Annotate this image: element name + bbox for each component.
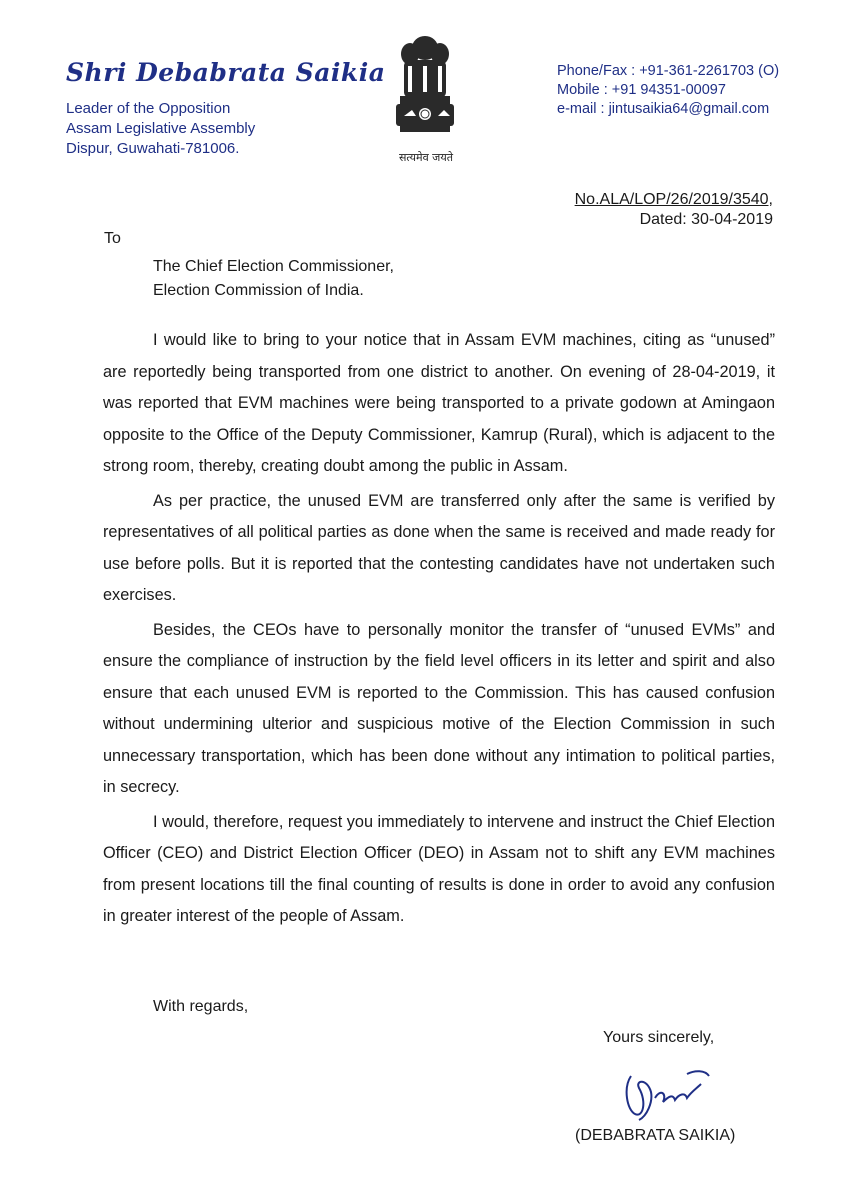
- sender-city: Dispur, Guwahati-781006.: [66, 140, 240, 157]
- reference-number: No.ALA/LOP/26/2019/3540,: [574, 191, 773, 208]
- email: e-mail : jintusaikia64@gmail.com: [557, 101, 770, 117]
- signer-name: (DEBABRATA SAIKIA): [575, 1127, 736, 1144]
- paragraph: I would like to bring to your notice that in Assam EVM machines, citing as “unused” are reportedly being transported from one district to another. On evening of 28-04-2019, it was reported that EVM machines were being transported to a private godown at Amingaon opposite to the Office of the Deputy Commissioner, Kamrup (Rural), which is adjacent to the strong room, thereby, creating doubt among the public in Assam.: [103, 331, 775, 475]
- emblem-motto: सत्यमेव जयते: [398, 151, 453, 164]
- signature-icon: [617, 1058, 727, 1128]
- paragraph: I would, therefore, request you immediately to intervene and instruct the Chief Election Officer (CEO) and District Election Officer (DEO) in Assam not to shift any EVM machines from present locations till the final counting of results is done in order to avoid any confusion in greater interest of the people of Assam.: [103, 812, 775, 925]
- letter-body: [103, 325, 775, 936]
- reference-block: [575, 190, 773, 230]
- contact-block: [557, 62, 779, 119]
- phone-fax: Phone/Fax : +91-361-2261703 (O): [557, 63, 780, 79]
- closing-yours: Yours sincerely,: [603, 1029, 715, 1046]
- sender-address: [66, 99, 255, 159]
- addressee-line: Election Commission of India.: [153, 282, 364, 299]
- addressee: [153, 255, 394, 303]
- paragraph: Besides, the CEOs have to personally monitor the transfer of “unused EVMs” and ensure the compliance of instruction by the field level officers in its letter and spirit and also ensure that each unused EVM is reported to the Commission. This has caused confusion without undermining ulterior and suspicious motive of the Election Commission in such unnecessary transportation, which has been done without any intimation to political parties, in secrecy.: [103, 620, 775, 796]
- to-label: To: [104, 230, 121, 247]
- paragraph: As per practice, the unused EVM are transferred only after the same is verified by representatives of all political parties as done when the same is received and made ready for use before polls. But it is reported that the contesting candidates have not undertaken such exercises.: [103, 491, 775, 604]
- letter-date: Dated: 30-04-2019: [639, 211, 773, 228]
- sender-assembly: Assam Legislative Assembly: [66, 120, 256, 137]
- sender-name: Shri Debabrata Saikia: [66, 58, 386, 87]
- national-emblem-icon: [386, 30, 464, 165]
- mobile: Mobile : +91 94351-00097: [557, 82, 726, 98]
- addressee-line: The Chief Election Commissioner,: [153, 258, 394, 275]
- sender-title: Leader of the Opposition: [66, 100, 231, 117]
- closing-regards: With regards,: [153, 998, 249, 1015]
